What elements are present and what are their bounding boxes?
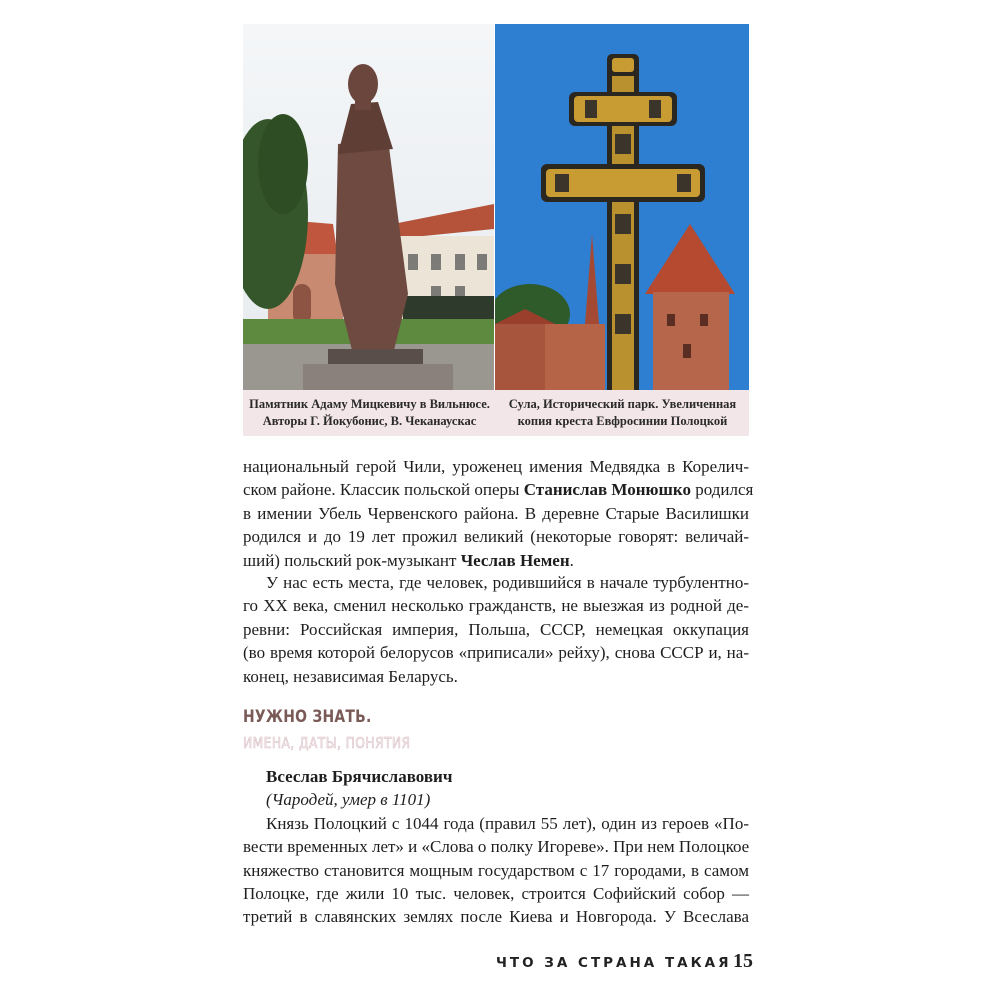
text-line <box>243 478 754 501</box>
text-span: ском районе. Классик польской оперы <box>243 480 524 500</box>
entry-subtitle: (Чародей, умер в 1101) <box>266 790 431 810</box>
text-line: го XX века, сменил несколько гражданств, не выезжая из родной де- <box>243 596 749 616</box>
name-monyushko: Станислав Монюшко <box>523 480 691 500</box>
page-number: 15 <box>733 950 753 972</box>
name-niemen: Чеслав Немен <box>460 550 570 570</box>
caption-right <box>496 390 749 436</box>
text-span: . <box>569 550 574 570</box>
entry-vseslav <box>243 765 749 929</box>
caption-left-line-1: Памятник Адаму Мицкевичу в Вильнюсе. <box>249 397 490 411</box>
euphrosyne-cross-photo <box>495 24 749 390</box>
paragraph-1 <box>243 455 754 572</box>
caption-right-line-2: копия креста Евфросинии Полоцкой <box>517 414 728 428</box>
text-line: (во время которой белорусов «приписали» рейху), снова СССР и, на- <box>243 643 749 663</box>
text-span: родился <box>690 480 754 500</box>
text-line: ревни: Российская империя, Польша, СССР, немецкая оккупация <box>243 619 749 639</box>
text-line: княжество становится мощным государством с 17 городами, в самом <box>243 860 749 880</box>
entry-name: Всеслав Брячиславович <box>266 767 453 786</box>
text-line: вести временных лет» и «Слова о полку Игореве». При нем Полоцкое <box>243 837 750 857</box>
caption-left-line-2: Авторы Г. Йокубонис, В. Чеканаускас <box>262 414 477 428</box>
text-line: Князь Полоцкий с 1044 года (правил 55 лет), один из героев «По- <box>266 813 749 833</box>
caption-left <box>243 390 496 436</box>
text-line <box>243 549 749 572</box>
text-line: У нас есть места, где человек, родившийся в начале турбулентно- <box>266 573 749 592</box>
caption-right-line-1: Сула, Исторический парк. Увеличенная <box>508 397 737 411</box>
text-line: родился и до 19 лет прожил великий (некоторые говорят: величай- <box>243 527 749 547</box>
photo-strip <box>243 24 749 390</box>
paragraph-2 <box>243 571 749 688</box>
text-line: Полоцке, где жили 10 тыс. человек, строится Софийский собор — <box>243 884 749 904</box>
text-line: третий в славянских землях после Киева и Новгорода. У Всеслава <box>243 907 749 927</box>
section-subheading: ИМЕНА, ДАТЫ, ПОНЯТИЯ <box>243 734 411 752</box>
text-line: конец, независимая Беларусь. <box>243 666 458 686</box>
text-line: национальный герой Чили, уроженец имения Медвядка в Корелич- <box>243 457 749 476</box>
running-footer-title: ЧТО ЗА СТРАНА ТАКАЯ <box>496 955 732 971</box>
text-line: в имении Убель Червенского района. В деревне Старые Василишки <box>243 503 749 523</box>
text-span: ший) польский рок-музыкант <box>243 550 461 570</box>
section-heading: НУЖНО ЗНАТЬ. <box>243 707 372 727</box>
photo-captions <box>243 390 749 436</box>
mickiewicz-monument-photo <box>243 24 494 390</box>
